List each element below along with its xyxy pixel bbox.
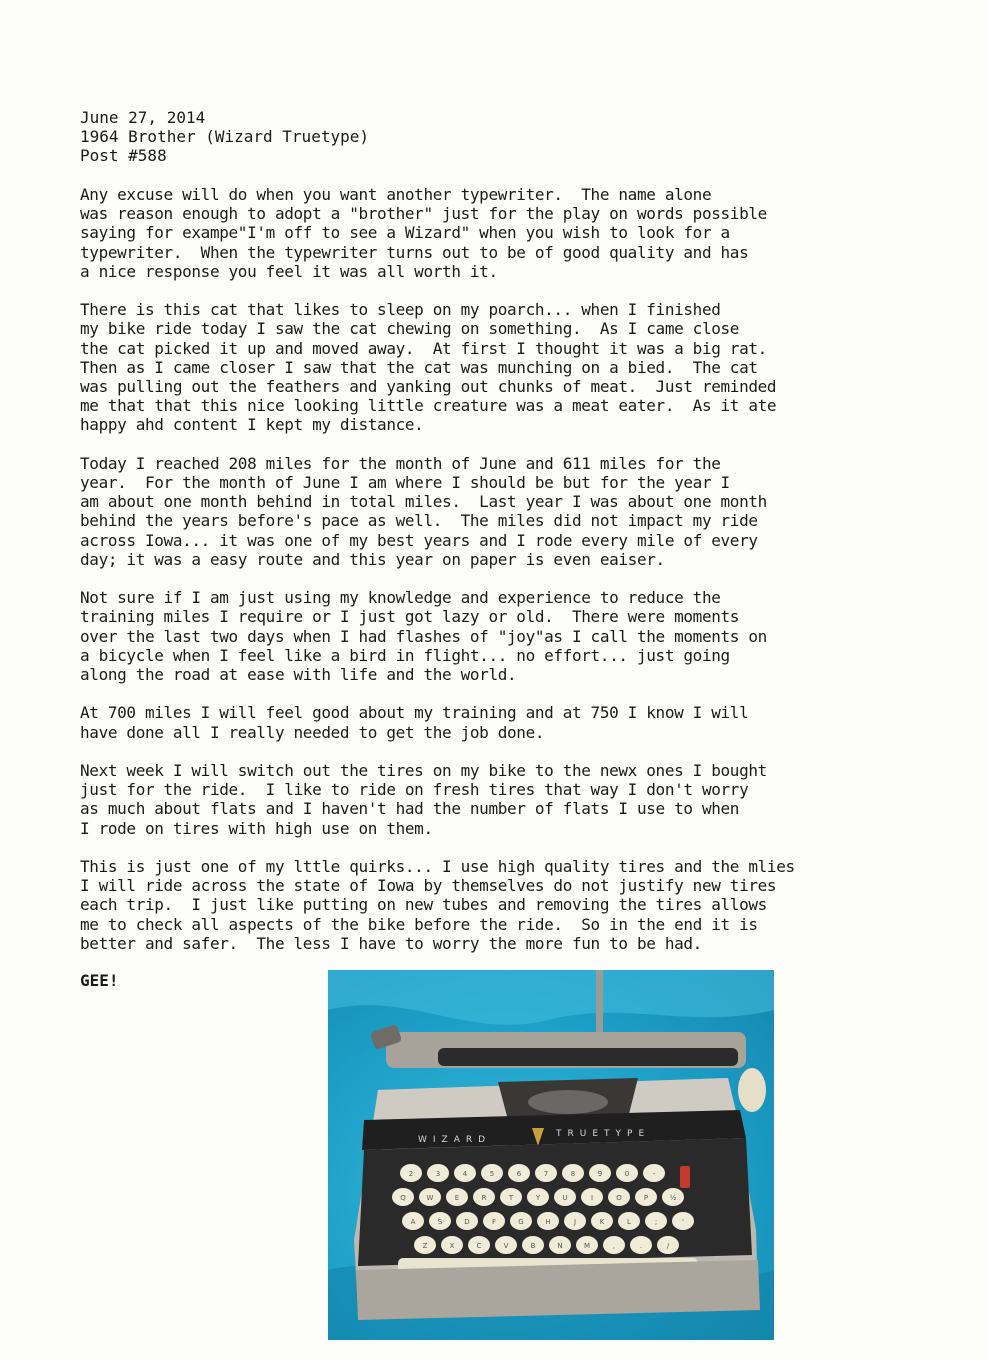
text-line: There is this cat that likes to sleep on my poarch... when I finished — [80, 300, 721, 320]
typewriter-key — [456, 1212, 478, 1230]
header-line: June 27, 2014 — [80, 108, 206, 127]
text-line: am about one month behind in total miles. Last year I was about one month — [80, 492, 767, 512]
text-line: This is just one of my lttle quirks... I use high quality tires and the mlies — [80, 857, 795, 877]
typewriter-key — [419, 1188, 441, 1206]
text-line: saying for exampe"I'm off to see a Wizard" when you wish to look for a — [80, 223, 730, 243]
key-label: B — [530, 1242, 536, 1250]
key-label: W — [426, 1194, 434, 1202]
text-line: a nice response you feel it was all worth it. — [80, 261, 498, 281]
text-line: happy ahd content I kept my distance. — [80, 415, 424, 435]
key-label: - — [652, 1170, 656, 1178]
typewriter-key — [657, 1236, 679, 1254]
key-label: 6 — [516, 1170, 522, 1178]
text-line: me to check all aspects of the bike before the ride. So in the end it is — [80, 914, 758, 934]
typewriter-key — [645, 1212, 667, 1230]
key-label: 2 — [408, 1170, 414, 1178]
key-label: 9 — [597, 1170, 603, 1178]
typewriter-key — [603, 1236, 625, 1254]
typewriter-key — [562, 1164, 584, 1182]
typewriter-key — [522, 1236, 544, 1254]
typewriter-key — [589, 1164, 611, 1182]
text-line: just for the ride. I like to ride on fresh tires that way I don't worry — [80, 780, 749, 800]
key-label: 4 — [462, 1170, 468, 1178]
text-line: better and safer. The less I have to worry the more fun to be had. — [80, 933, 702, 953]
text-line: was pulling out the feathers and yanking out chunks of meat. Just reminded — [80, 377, 777, 397]
signoff: GEE! — [80, 971, 119, 990]
text-line: each trip. I just like putting on new tubes and removing the tires allows — [80, 895, 767, 915]
key-label: U — [562, 1194, 568, 1202]
brand-truetype: TRUETYPE — [556, 1129, 651, 1139]
typewriter-key — [446, 1188, 468, 1206]
typewriter-key — [643, 1164, 665, 1182]
key-label: 8 — [570, 1170, 576, 1178]
text-line: along the road at ease with life and the world. — [80, 665, 517, 685]
paragraph — [80, 761, 940, 838]
typewriter-key — [630, 1236, 652, 1254]
text-line: I will ride across the state of Iowa by themselves do not justify new tires — [80, 876, 777, 896]
text-line: a bicycle when I feel like a bird in flight... no effort... just going — [80, 645, 730, 665]
text-line: as much about flats and I haven't had the number of flats I use to when — [80, 799, 740, 819]
letter-body — [80, 185, 940, 972]
header-line: 1964 Brother (Wizard Truetype) — [80, 127, 369, 147]
text-line: me that that this nice looking little creature was a meat eater. As it ate — [80, 396, 777, 416]
text-line: my bike ride today I saw the cat chewing on something. As I came close — [80, 319, 740, 339]
key-label: X — [449, 1242, 455, 1250]
typewriter-key — [454, 1164, 476, 1182]
typewriter-key — [527, 1188, 549, 1206]
typewriter-key — [510, 1212, 532, 1230]
text-line: Not sure if I am just using my knowledge and experience to reduce the — [80, 588, 721, 608]
typewriter-key — [616, 1164, 638, 1182]
text-line: year. For the month of June I am where I should be but for the year I — [80, 473, 730, 493]
key-label: 7 — [543, 1170, 549, 1178]
paragraph — [80, 185, 940, 281]
typewriter-key — [581, 1188, 603, 1206]
typewriter-key — [427, 1164, 449, 1182]
key-label: Q — [400, 1194, 406, 1202]
key-label: T — [508, 1194, 514, 1202]
text-line: day; it was a easy route and this year on paper is even eaiser. — [80, 549, 665, 569]
typewriter-key — [429, 1212, 451, 1230]
key-label: . — [639, 1242, 643, 1250]
paragraph — [80, 703, 940, 741]
typewriter-key — [608, 1188, 630, 1206]
text-line: Next week I will switch out the tires on my bike to the newx ones I bought — [80, 761, 767, 781]
key-label: J — [573, 1218, 577, 1226]
typewriter-key — [662, 1188, 684, 1206]
typewriter-key — [481, 1164, 503, 1182]
typewriter-key — [618, 1212, 640, 1230]
key-label: / — [666, 1242, 670, 1250]
key-label: 5 — [489, 1170, 495, 1178]
key-label: F — [491, 1218, 497, 1226]
text-line: training miles I require or I just got lazy or old. There were moments — [80, 607, 740, 627]
text-line: have done all I really needed to get the job done. — [80, 722, 545, 742]
typewriter-key — [468, 1236, 490, 1254]
text-line: across Iowa... it was one of my best years and I rode every mile of every — [80, 530, 758, 550]
key-label: 0 — [624, 1170, 630, 1178]
typewriter-key — [414, 1236, 436, 1254]
typewriter-key — [473, 1188, 495, 1206]
key-label: D — [464, 1218, 470, 1226]
key-label: A — [410, 1218, 416, 1226]
key-label: N — [557, 1242, 563, 1250]
typewriter-key — [400, 1164, 422, 1182]
typewriter-key — [483, 1212, 505, 1230]
letter-header — [80, 108, 369, 166]
key-label: K — [599, 1218, 605, 1226]
key-label: L — [627, 1218, 631, 1226]
text-line: was reason enough to adopt a "brother" just for the play on words possible — [80, 204, 767, 224]
key-label: ' — [682, 1218, 684, 1226]
text-line: Then as I came closer I saw that the cat was munching on a bied. The cat — [80, 357, 758, 377]
typewriter-illustration — [328, 970, 774, 1340]
key-label: E — [454, 1194, 460, 1202]
text-line: behind the years before's pace as well. The miles did not impact my ride — [80, 511, 758, 531]
key-label: P — [643, 1194, 649, 1202]
typewriter-key — [591, 1212, 613, 1230]
typewriter-key — [535, 1164, 557, 1182]
key-label: 3 — [435, 1170, 441, 1178]
text-line: typewriter. When the typewriter turns out to be of good quality and has — [80, 242, 749, 262]
key-label: H — [545, 1218, 551, 1226]
text-line: I rode on tires with high use on them. — [80, 818, 433, 838]
text-line: Any excuse will do when you want another typewriter. The name alone — [80, 185, 712, 204]
key-label: G — [518, 1218, 524, 1226]
header-line: Post #588 — [80, 146, 167, 166]
paragraph — [80, 857, 940, 953]
key-label: ½ — [669, 1194, 677, 1202]
text-line: over the last two days when I had flashes of "joy"as I call the moments on — [80, 626, 767, 646]
brand-wizard: WIZARD — [418, 1135, 492, 1145]
typewriter-key — [549, 1236, 571, 1254]
text-line: the cat picked it up and moved away. At first I thought it was a big rat. — [80, 338, 767, 358]
paragraph — [80, 588, 940, 684]
key-label: C — [476, 1242, 482, 1250]
typewriter-key — [554, 1188, 576, 1206]
typewriter-key — [392, 1188, 414, 1206]
typewriter-key — [495, 1236, 517, 1254]
key-label: Y — [535, 1194, 541, 1202]
typewriter-key — [508, 1164, 530, 1182]
typewriter-key — [537, 1212, 559, 1230]
text-line: At 700 miles I will feel good about my training and at 750 I know I will — [80, 703, 749, 723]
text-line: Today I reached 208 miles for the month of June and 611 miles for the — [80, 453, 721, 473]
typewriter-key — [500, 1188, 522, 1206]
typewriter-key — [635, 1188, 657, 1206]
typewriter-key — [402, 1212, 424, 1230]
typewriter-key — [441, 1236, 463, 1254]
key-label: I — [590, 1194, 594, 1202]
key-label: O — [616, 1194, 622, 1202]
paragraph — [80, 454, 940, 569]
key-label: Z — [422, 1242, 428, 1250]
key-label: M — [583, 1242, 591, 1250]
typewriter-key — [672, 1212, 694, 1230]
key-label: R — [481, 1194, 487, 1202]
key-label: , — [612, 1242, 616, 1250]
typewriter-key — [576, 1236, 598, 1254]
key-label: V — [503, 1242, 509, 1250]
key-label: S — [437, 1218, 443, 1226]
key-label: ; — [654, 1218, 658, 1226]
typewriter-key — [564, 1212, 586, 1230]
paragraph — [80, 300, 940, 434]
typewriter-photo — [328, 970, 774, 1340]
